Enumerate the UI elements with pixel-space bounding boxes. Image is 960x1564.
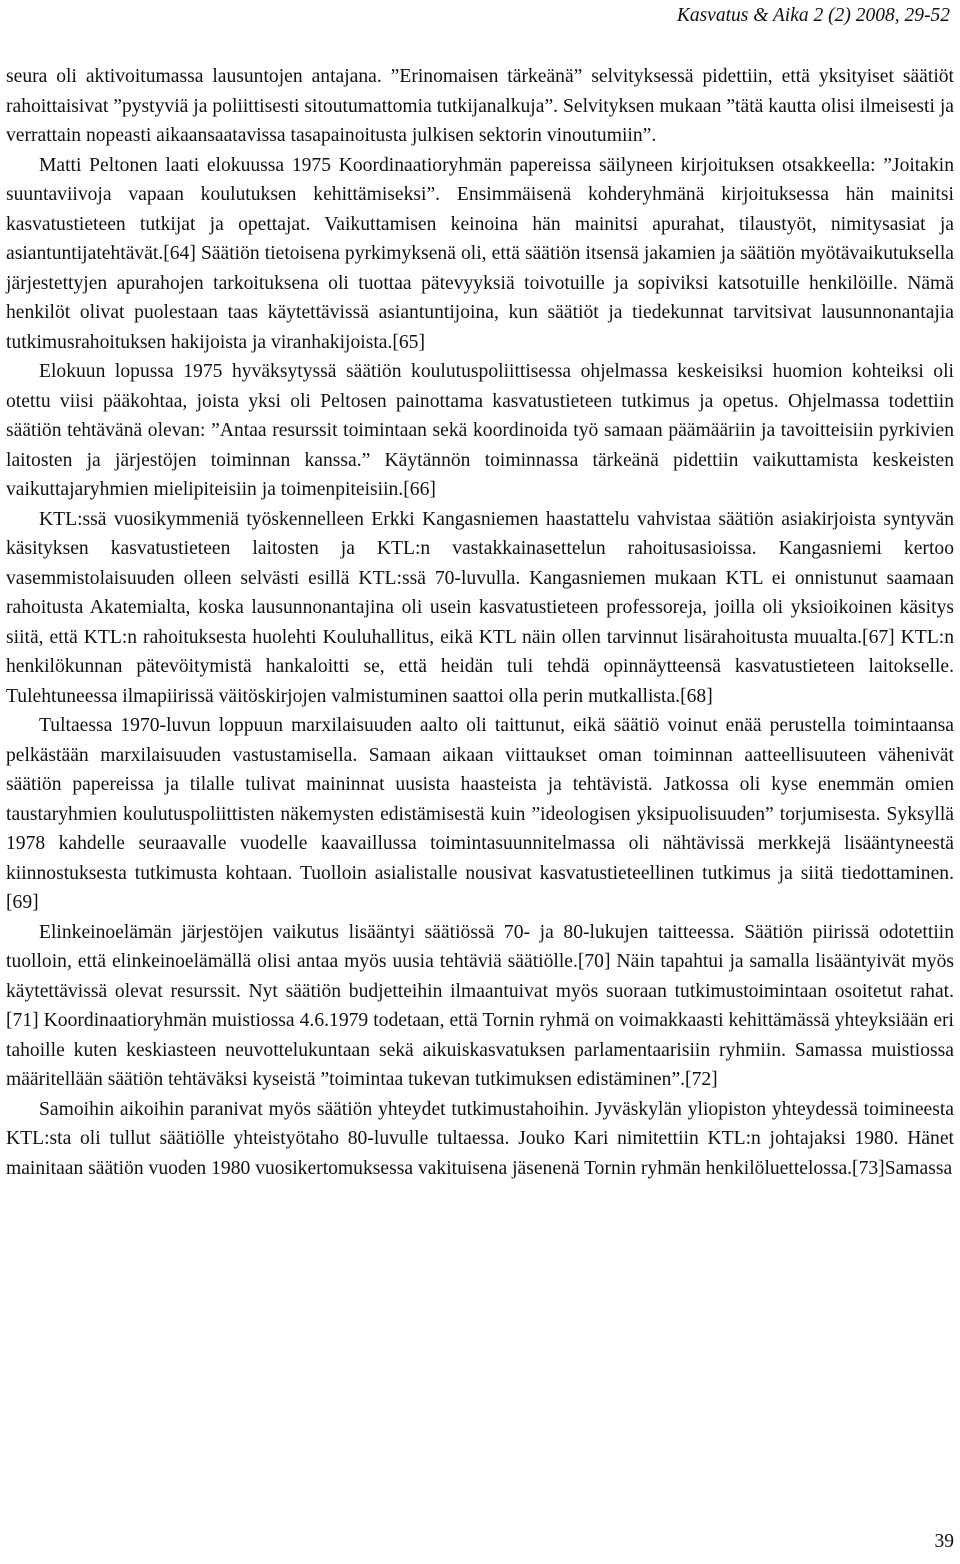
paragraph: Samoihin aikoihin paranivat myös säätiön yhteydet tutkimustahoihin. Jyväskylän yliopiston yhteydessä toimineesta KTL:sta oli tullut säätiölle yhteistyötaho 80-luvulle tultaessa. Jouko Kari nimitettiin KTL:n johtajaksi 1980. Hänet mainitaan säätiön vuoden 1980 vuosikertomuksessa vakituisena jäsenenä Tornin ryhmän henkilöluettelossa.[73]Samassa <box>6 1098 954 1179</box>
paragraph: Elokuun lopussa 1975 hyväksytyssä säätiön koulutuspoliittisessa ohjelmassa keskeisiksi huomion kohteiksi oli otettu viisi pääkohtaa, joista yksi oli Peltosen painottama kasvatustieteen tutkimus ja opetus. Ohjelmassa todettiin säätiön tehtävänä olevan: ”Antaa resurssit toimintaan sekä koordinoida työ samaan päämääriin ja tavoitteisiin pyrkivien laitosten ja järjestöjen toiminnan kanssa.” Käytännön toiminnassa tärkeänä pidettiin vaikuttamista keskeisten vaikuttajaryhmien mielipiteisiin ja toimenpiteisiin.[66] <box>6 361 954 500</box>
page-number: 39 <box>934 1531 954 1552</box>
article-body <box>6 62 954 1183</box>
paragraph: Elinkeinoelämän järjestöjen vaikutus lisääntyi säätiössä 70- ja 80-lukujen taitteessa. Säätiön piirissä odotettiin tuolloin, että elinkeinoelämällä olisi antaa myös uusia tehtäviä säätiölle.[70] Näin tapahtui ja samalla lisääntyivät myös käytettävissä olevat resurssit. Nyt säätiön budjetteihin ilmaantuivat myös suoraan tutkimustoimintaan osoitetut rahat.[71] Koordinaatioryhmän muistiossa 4.6.1979 todetaan, että Tornin ryhmä on voimakkaasti kehittämässä yhteyksiään eri tahoille kuten keskiasteen neuvottelukuntaan sekä aikuiskasvatuksen parlamentaarisiin ryhmiin. Samassa muistiossa määritellään säätiön tehtäväksi kyseistä ”toimintaa tukevan tutkimuksen edistäminen”.[72] <box>6 921 954 1090</box>
paragraph: Tultaessa 1970-luvun loppuun marxilaisuuden aalto oli taittunut, eikä säätiö voinut enää perustella toimintaansa pelkästään marxilaisuuden vastustamisella. Samaan aikaan viittaukset oman toiminnan aatteellisuuteen vähenivät säätiön papereissa ja tilalle tulivat maininnat uusista haasteista ja tehtävistä. Jatkossa oli kyse enemmän omien taustaryhmien koulutuspoliittisten näkemysten edistämisestä kuin ”ideologisen yksipuolisuuden” torjumisesta. Syksyllä 1978 kahdelle seuraavalle vuodelle kaavaillussa toimintasuunnitelmassa oli nähtävissä merkkejä lisääntyneestä kiinnostuksesta tutkimusta kohtaan. Tuolloin asialistalle nousivat kasvatustieteellinen tutkimus ja siitä tiedottaminen.[69] <box>6 715 954 913</box>
paragraph: Matti Peltonen laati elokuussa 1975 Koordinaatioryhmän papereissa säilyneen kirjoituksen otsakkeella: ”Joitakin suuntaviivoja vapaan koulutuksen kehittämiseksi”. Ensimmäisenä kohderyhmänä kirjoituksessa hän mainitsi kasvatustieteen tutkijat ja opettajat. Vaikuttamisen keinoina hän mainitsi apurahat, tilaustyöt, nimitysasiat ja asiantuntijatehtävät.[64] Säätiön tietoisena pyrkimyksenä oli, että säätiön itsensä jakamien ja säätiön myötävaikutuksella järjestettyjen apurahojen tarkoituksena oli tuottaa pätevyyksiä toivotuille ja sopiviksi katsotuille henkilöille. Nämä henkilöt olivat puolestaan taas käytettävissä asiantuntijoina, kun säätiöt ja tiedekunnat tarvitsivat lausunnonantajia tutkimusrahoituksen hakijoista ja viranhakijoista.[65] <box>6 154 954 353</box>
paragraph: KTL:ssä vuosikymmeniä työskennelleen Erkki Kangasniemen haastattelu vahvistaa säätiön asiakirjoista syntyvän käsityksen kasvatustieteen laitosten ja KTL:n vastakkainasettelun rahoitusasioissa. Kangasniemi kertoo vasemmistolaisuuden olleen selvästi esillä KTL:ssä 70-luvulla. Kangasniemen mukaan KTL ei onnistunut saamaan rahoitusta Akatemialta, koska lausunnonantajina oli usein kasvatustieteen professoreja, joilla oli yksioikoinen käsitys siitä, että KTL:n rahoituksesta huolehti Kouluhallitus, eikä KTL näin ollen tarvinnut lisärahoitusta muualta.[67] KTL:n henkilökunnan pätevöitymistä hankaloitti se, että heidän tuli tehdä opinnäytteensä kasvatustieteen laitokselle. Tulehtuneessa ilmapiirissä väitöskirjojen valmistuminen saattoi olla perin mutkallista.[68] <box>6 508 954 707</box>
running-header: Kasvatus & Aika 2 (2) 2008, 29-52 <box>676 5 950 26</box>
paragraph-continuation: seura oli aktivoitumassa lausuntojen antajana. ”Erinomaisen tärkeänä” selvityksessä pidettiin, että yksityiset säätiöt rahoittaisivat ”pystyviä ja poliittisesti sitoutumattomia tutkijanalkuja”. Selvityksen mukaan ”tätä kautta olisi ilmeisesti ja verrattain nopeasti aikaansaatavissa tasapainoitusta julkisen sektorin vinoutumiin”. <box>6 66 954 146</box>
